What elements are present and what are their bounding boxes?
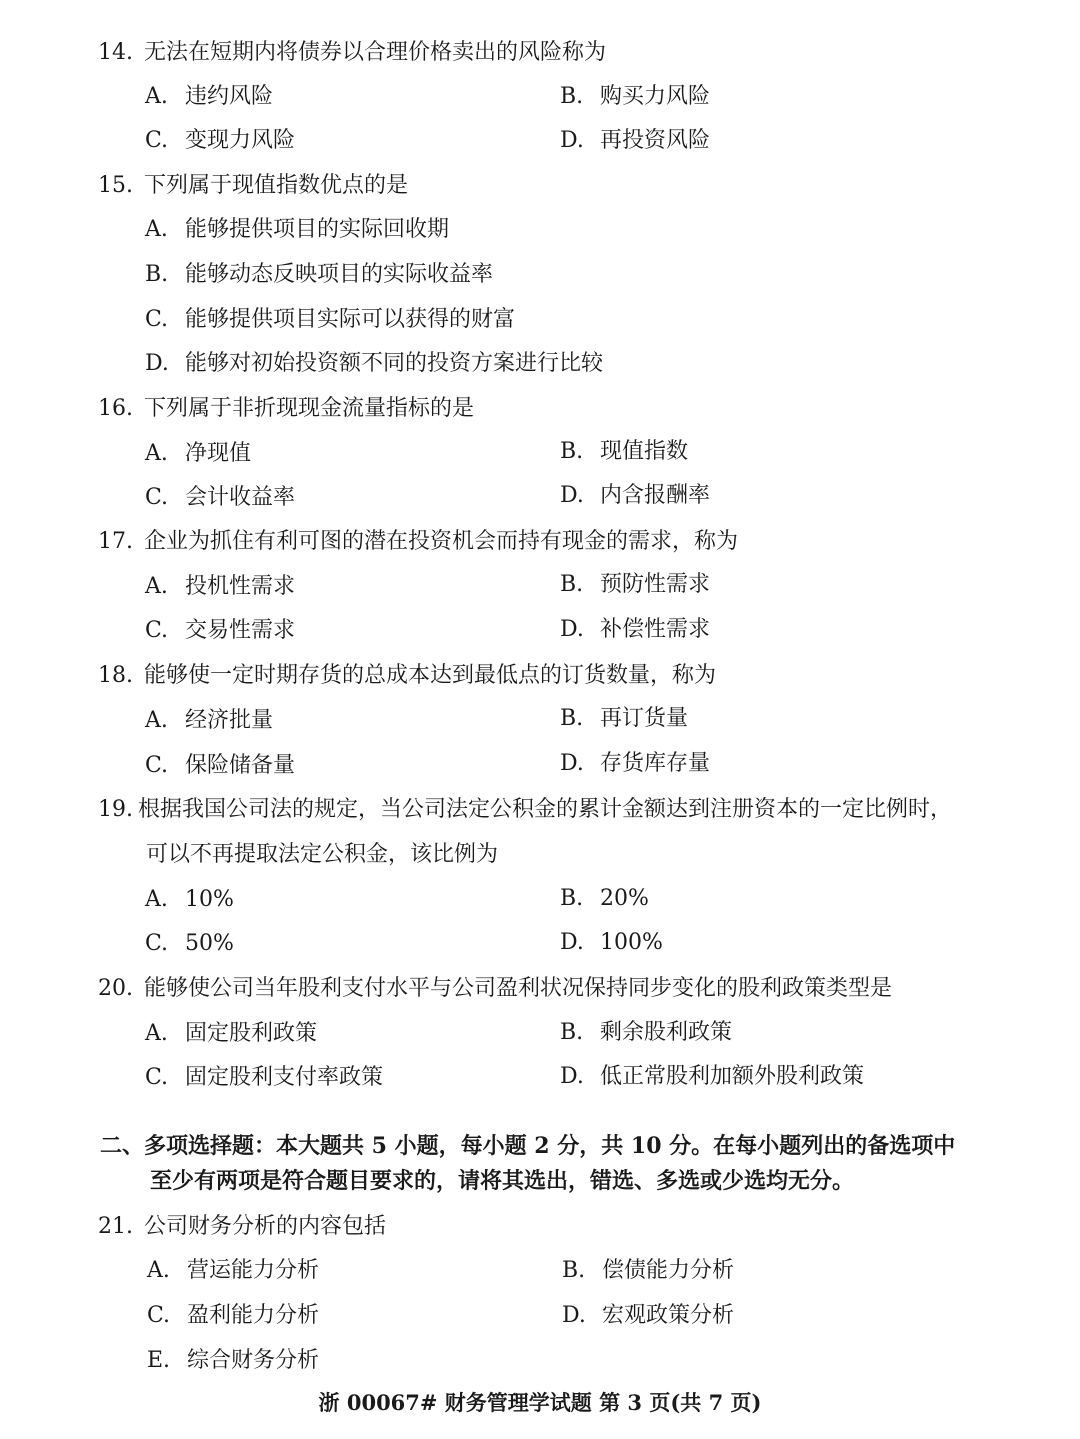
option-key: A. (145, 708, 168, 733)
question-number: 18. (98, 663, 133, 688)
question-stem: 根据我国公司法的规定，当公司法定公积金的累计金额达到注册资本的一定比例时， (138, 797, 953, 822)
option-key: B. (560, 886, 584, 911)
question-number: 16. (98, 396, 133, 421)
option-d (560, 481, 710, 511)
question-number: 17. (98, 529, 133, 554)
option-a (147, 1256, 319, 1286)
option-text: 现值指数 (600, 439, 689, 464)
option-key: D. (560, 751, 584, 776)
option-key: D. (562, 1303, 586, 1328)
option-key: B. (145, 262, 169, 287)
option-text: 能够对初始投资额不同的投资方案进行比较 (185, 351, 604, 376)
option-key: C. (145, 753, 169, 778)
option-key: D. (560, 1064, 584, 1089)
option-text: 100% (600, 930, 663, 955)
question-stem: 下列属于非折现现金流量指标的是 (144, 396, 475, 421)
option-key: C. (145, 618, 169, 643)
option-c (145, 305, 515, 335)
option-key: D. (560, 128, 584, 153)
option-a (145, 82, 273, 112)
question-19 (98, 795, 952, 825)
option-text: 盈利能力分析 (187, 1303, 320, 1328)
option-key: E. (147, 1348, 171, 1373)
option-key: C. (147, 1303, 171, 1328)
option-text: 购买力风险 (600, 84, 711, 109)
question-number: 15. (98, 173, 133, 198)
question-number: 20. (98, 976, 133, 1001)
option-text: 会计收益率 (185, 485, 296, 510)
option-key: D. (145, 351, 169, 376)
option-text: 变现力风险 (185, 128, 296, 153)
option-a (145, 215, 449, 245)
option-key: C. (145, 307, 169, 332)
option-key: B. (560, 84, 584, 109)
option-d (562, 1301, 734, 1331)
option-key: A. (145, 1021, 168, 1046)
option-text: 经济批量 (185, 708, 274, 733)
option-e (147, 1346, 319, 1376)
option-d (145, 349, 603, 379)
option-key: A. (147, 1258, 170, 1283)
option-b (562, 1256, 734, 1286)
option-text: 预防性需求 (600, 572, 711, 597)
question-stem: 公司财务分析的内容包括 (144, 1214, 387, 1239)
option-c (145, 1063, 383, 1093)
option-key: D. (560, 930, 584, 955)
question-21 (98, 1212, 386, 1242)
section-heading-line-1: 二、多项选择题：本大题共 5 小题，每小题 2 分，共 10 分。在每小题列出的备选项中 (100, 1133, 956, 1159)
option-key: B. (560, 706, 584, 731)
option-text: 补偿性需求 (600, 617, 711, 642)
option-text: 宏观政策分析 (602, 1303, 735, 1328)
option-b (560, 1018, 732, 1048)
option-c (145, 616, 295, 646)
option-b (145, 260, 493, 290)
question-stem-continued: 可以不再提取法定公积金，该比例为 (146, 842, 499, 867)
option-c (145, 483, 295, 513)
question-17 (98, 527, 738, 557)
option-text: 投机性需求 (185, 574, 296, 599)
section-2-heading (100, 1131, 955, 1161)
option-key: D. (560, 483, 584, 508)
option-text: 净现值 (185, 441, 252, 466)
option-b (560, 704, 688, 734)
question-number: 14. (98, 40, 133, 65)
option-c (147, 1301, 319, 1331)
option-a (145, 706, 273, 736)
option-key: A. (145, 84, 168, 109)
option-text: 20% (600, 886, 649, 911)
option-text: 能够提供项目的实际回收期 (185, 217, 450, 242)
option-key: C. (145, 1065, 169, 1090)
option-key: B. (562, 1258, 586, 1283)
option-text: 50% (185, 931, 234, 956)
question-19-continued (146, 840, 498, 870)
option-d (560, 126, 710, 156)
option-text: 再投资风险 (600, 128, 711, 153)
option-key: A. (145, 574, 168, 599)
option-text: 再订货量 (600, 706, 689, 731)
option-text: 偿债能力分析 (602, 1258, 735, 1283)
question-20 (98, 974, 892, 1004)
option-text: 综合财务分析 (187, 1348, 320, 1373)
question-stem: 能够使公司当年股利支付水平与公司盈利状况保持同步变化的股利政策类型是 (144, 976, 893, 1001)
option-key: A. (145, 887, 168, 912)
question-stem: 下列属于现值指数优点的是 (144, 173, 409, 198)
option-key: B. (560, 572, 584, 597)
question-stem: 能够使一定时期存货的总成本达到最低点的订货数量，称为 (144, 663, 717, 688)
option-text: 剩余股利政策 (600, 1020, 733, 1045)
option-a (145, 885, 234, 915)
option-text: 能够动态反映项目的实际收益率 (185, 262, 494, 287)
question-number: 19. (98, 797, 133, 822)
option-key: C. (145, 128, 169, 153)
option-key: A. (145, 441, 168, 466)
option-key: D. (560, 617, 584, 642)
option-text: 存货库存量 (600, 751, 711, 776)
option-text: 固定股利支付率政策 (185, 1065, 384, 1090)
option-text: 交易性需求 (185, 618, 296, 643)
option-text: 营运能力分析 (187, 1258, 320, 1283)
question-16 (98, 394, 474, 424)
question-15 (98, 171, 408, 201)
option-a (145, 572, 295, 602)
question-18 (98, 661, 716, 691)
option-text: 违约风险 (185, 84, 274, 109)
section-heading-line-2: 至少有两项是符合题目要求的，请将其选出，错选、多选或少选均无分。 (150, 1168, 855, 1194)
option-b (560, 82, 710, 112)
option-d (560, 928, 663, 958)
option-b (560, 570, 710, 600)
option-c (145, 929, 234, 959)
question-stem: 无法在短期内将债券以合理价格卖出的风险称为 (144, 40, 607, 65)
option-key: B. (560, 1020, 584, 1045)
option-key: B. (560, 439, 584, 464)
option-text: 保险储备量 (185, 753, 296, 778)
option-key: C. (145, 931, 169, 956)
option-d (560, 615, 710, 645)
option-text: 能够提供项目实际可以获得的财富 (185, 307, 516, 332)
option-c (145, 751, 295, 781)
option-text: 低正常股利加额外股利政策 (600, 1064, 865, 1089)
page-footer: 浙 00067# 财务管理学试题 第 3 页(共 7 页) (318, 1390, 762, 1415)
option-key: C. (145, 485, 169, 510)
option-b (560, 884, 649, 914)
question-number: 21. (98, 1214, 133, 1239)
question-14 (98, 38, 606, 68)
option-a (145, 1019, 317, 1049)
option-d (560, 749, 710, 779)
option-d (560, 1062, 864, 1092)
question-stem: 企业为抓住有利可图的潜在投资机会而持有现金的需求，称为 (144, 529, 739, 554)
option-text: 固定股利政策 (185, 1021, 318, 1046)
section-2-heading-continued (150, 1166, 854, 1196)
option-a (145, 439, 251, 469)
option-text: 内含报酬率 (600, 483, 711, 508)
option-c (145, 126, 295, 156)
option-b (560, 437, 688, 467)
option-key: A. (145, 217, 168, 242)
option-text: 10% (185, 887, 234, 912)
